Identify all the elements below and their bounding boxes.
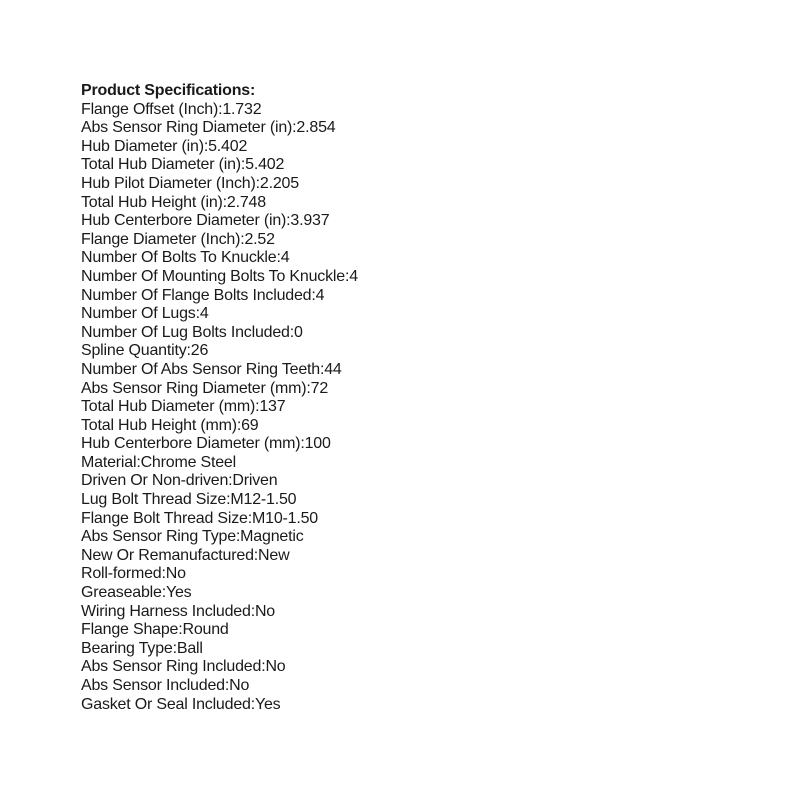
spec-separator: : — [255, 174, 260, 192]
spec-separator: : — [195, 305, 200, 323]
spec-label: Flange Offset (Inch) — [81, 100, 219, 118]
spec-label: Hub Centerbore Diameter (in) — [81, 212, 287, 230]
spec-value: Yes — [165, 584, 192, 602]
spec-label: Gasket Or Seal Included — [81, 695, 251, 713]
spec-label: Wiring Harness Included — [81, 602, 251, 620]
spec-separator: : — [136, 453, 141, 471]
spec-label: Abs Sensor Ring Diameter (in) — [81, 119, 293, 137]
spec-label: Abs Sensor Ring Type — [81, 528, 236, 546]
spec-separator: : — [178, 621, 183, 639]
spec-value: 69 — [241, 416, 259, 434]
spec-row — [81, 677, 731, 696]
spec-row — [81, 175, 731, 194]
spec-row — [81, 361, 731, 380]
spec-value: M12-1.50 — [230, 491, 297, 509]
spec-value: Magnetic — [240, 528, 304, 546]
spec-label: Number Of Abs Sensor Ring Teeth — [81, 360, 320, 378]
spec-value: 2.52 — [244, 230, 275, 248]
spec-row — [81, 287, 731, 306]
spec-row — [81, 621, 731, 640]
spec-label: Abs Sensor Included — [81, 677, 225, 694]
spec-value: 4 — [349, 267, 358, 285]
spec-label: Number Of Mounting Bolts To Knuckle — [81, 267, 345, 285]
spec-value: Chrome Steel — [140, 453, 236, 471]
spec-value: 100 — [304, 435, 331, 453]
spec-row — [81, 398, 731, 417]
spec-label: New Or Remanufactured — [81, 546, 254, 564]
spec-row — [81, 342, 731, 361]
spec-label: Number Of Flange Bolts Included — [81, 286, 312, 304]
spec-value: 44 — [324, 360, 342, 378]
spec-separator: : — [240, 156, 246, 174]
spec-value: 2.748 — [226, 193, 266, 211]
spec-row — [81, 119, 731, 138]
spec-value: M10-1.50 — [252, 509, 319, 527]
spec-row — [81, 212, 731, 231]
spec-label: Total Hub Height (in) — [81, 193, 223, 211]
spec-label: Abs Sensor Ring Diameter (mm) — [81, 379, 307, 397]
spec-label: Bearing Type — [81, 639, 173, 657]
spec-separator: : — [261, 658, 266, 676]
spec-row — [81, 696, 731, 715]
spec-value: 1.732 — [222, 100, 262, 118]
spec-label: Number Of Lugs — [81, 305, 196, 323]
spec-row — [81, 305, 731, 324]
product-specifications-section — [81, 82, 731, 714]
spec-row — [81, 491, 731, 510]
spec-row — [81, 435, 731, 454]
spec-separator: : — [228, 472, 233, 490]
spec-label: Hub Diameter (in) — [81, 137, 204, 155]
spec-label: Number Of Lug Bolts Included — [81, 323, 290, 341]
spec-value: 72 — [310, 379, 329, 397]
spec-value: 3.937 — [290, 212, 330, 230]
spec-label: Flange Shape — [81, 621, 179, 639]
spec-label: Driven Or Non-driven — [81, 472, 229, 490]
spec-separator: : — [236, 416, 242, 434]
spec-separator: : — [306, 379, 311, 397]
spec-row — [81, 380, 731, 399]
spec-separator: : — [344, 267, 350, 285]
spec-separator: : — [226, 491, 231, 509]
spec-value: Round — [182, 621, 229, 639]
spec-value: 2.205 — [259, 174, 299, 192]
spec-value: 0 — [294, 323, 303, 341]
spec-separator: : — [222, 193, 227, 211]
spec-value: 137 — [259, 398, 286, 416]
spec-separator: : — [186, 342, 191, 360]
spec-value: No — [229, 677, 250, 694]
spec-label: Lug Bolt Thread Size — [81, 491, 227, 509]
spec-label: Hub Centerbore Diameter (mm) — [81, 435, 301, 453]
spec-value: No — [265, 658, 286, 676]
spec-value: 4 — [199, 305, 209, 323]
spec-label: Abs Sensor Ring Included — [81, 658, 262, 676]
spec-label: Total Hub Diameter (mm) — [81, 398, 256, 416]
spec-separator: : — [289, 323, 294, 341]
spec-label: Spline Quantity — [81, 342, 187, 360]
spec-row — [81, 231, 731, 250]
spec-label: Flange Bolt Thread Size — [81, 509, 248, 527]
spec-row — [81, 194, 731, 213]
spec-row — [81, 547, 731, 566]
spec-value: 4 — [315, 286, 325, 304]
spec-separator: : — [286, 212, 291, 230]
spec-value: 4 — [280, 249, 290, 267]
spec-row — [81, 249, 731, 268]
spec-row — [81, 528, 731, 547]
spec-separator: : — [161, 584, 166, 602]
spec-row — [81, 584, 731, 603]
spec-value: No — [254, 602, 276, 620]
spec-separator: : — [172, 639, 177, 657]
spec-row — [81, 640, 731, 659]
spec-separator: : — [250, 695, 255, 713]
spec-separator: : — [250, 602, 255, 620]
spec-value: No — [165, 565, 186, 583]
spec-row — [81, 101, 731, 120]
spec-value: 5.402 — [245, 156, 285, 174]
spec-value: Yes — [254, 695, 281, 713]
spec-label: Hub Pilot Diameter (Inch) — [81, 174, 256, 192]
spec-row — [81, 268, 731, 287]
specifications-list — [81, 101, 731, 715]
spec-row — [81, 603, 731, 622]
spec-label: Total Hub Height (mm) — [81, 416, 237, 434]
spec-value: 26 — [190, 342, 209, 360]
spec-separator: : — [276, 249, 281, 267]
spec-row — [81, 510, 731, 529]
spec-separator: : — [161, 565, 166, 583]
spec-label: Number Of Bolts To Knuckle — [81, 249, 277, 267]
spec-value: New — [258, 546, 290, 564]
spec-separator: : — [218, 100, 223, 118]
spec-separator: : — [240, 230, 245, 248]
spec-separator: : — [235, 528, 241, 546]
spec-row — [81, 658, 731, 677]
spec-separator: : — [292, 119, 297, 137]
spec-value: 2.854 — [296, 119, 336, 137]
spec-label: Flange Diameter (Inch) — [81, 230, 241, 248]
spec-separator: : — [311, 286, 316, 304]
spec-row — [81, 324, 731, 343]
spec-label: Greaseable — [81, 584, 162, 602]
specifications-title: Product Specifications: — [81, 82, 256, 99]
spec-row — [81, 472, 731, 491]
spec-separator: : — [224, 677, 230, 694]
spec-separator: : — [253, 546, 259, 564]
spec-row — [81, 138, 731, 157]
spec-separator: : — [319, 360, 325, 378]
spec-separator: : — [247, 509, 253, 527]
spec-row — [81, 565, 731, 584]
spec-separator: : — [203, 137, 209, 155]
spec-separator: : — [255, 398, 260, 416]
spec-separator: : — [300, 435, 305, 453]
spec-value: 5.402 — [208, 137, 248, 155]
spec-label: Roll-formed — [81, 565, 162, 583]
spec-value: Ball — [176, 639, 203, 657]
spec-label: Total Hub Diameter (in) — [81, 156, 241, 174]
spec-row — [81, 156, 731, 175]
spec-row — [81, 417, 731, 436]
spec-label: Material — [81, 453, 137, 471]
spec-row — [81, 454, 731, 473]
spec-value: Driven — [232, 472, 278, 490]
